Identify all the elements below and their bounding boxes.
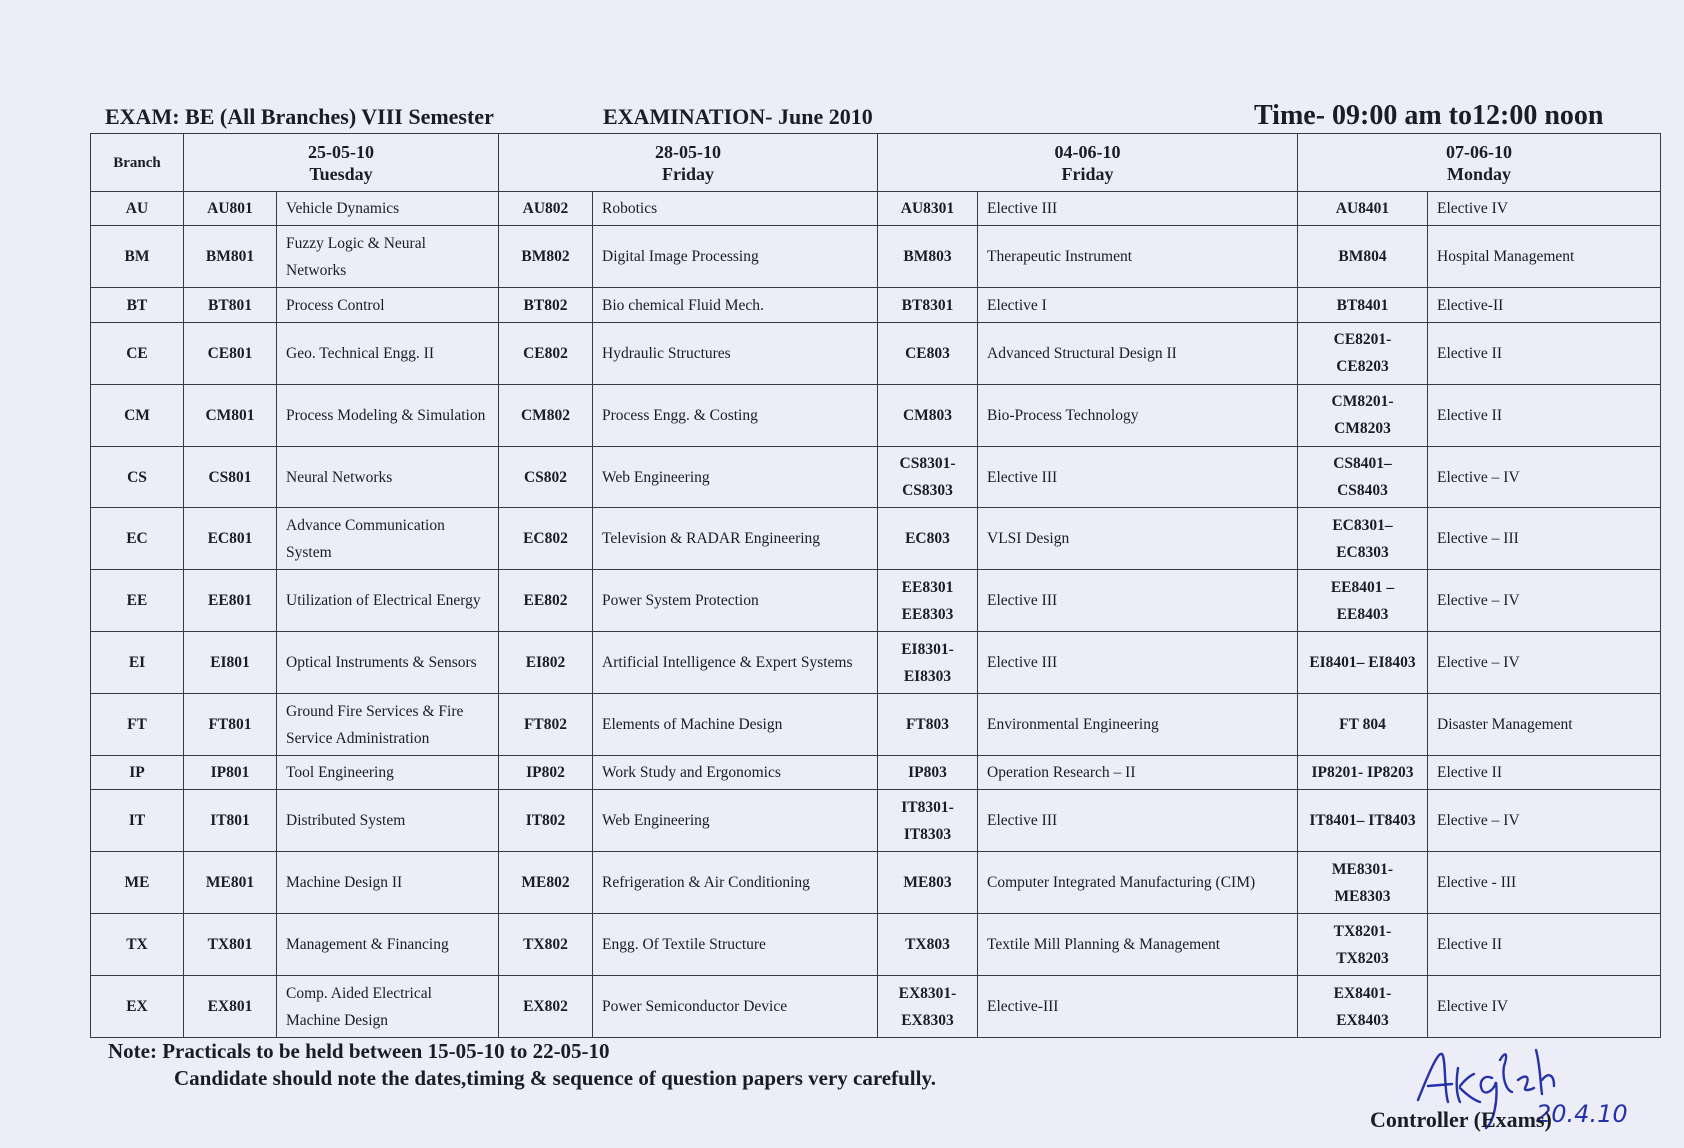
subject-cell: Comp. Aided Electrical Machine Design	[277, 976, 499, 1038]
paper-code-cell: BT8401	[1298, 288, 1428, 322]
day-header	[499, 134, 878, 192]
table-row	[91, 790, 1661, 852]
branch-cell: BT	[91, 288, 184, 322]
paper-code-cell: EX8401- EX8403	[1298, 976, 1428, 1038]
paper-code-cell: CS8401– CS8403	[1298, 446, 1428, 508]
paper-code-cell: CS801	[184, 446, 277, 508]
paper-code-cell: BT801	[184, 288, 277, 322]
subject-cell: Elective II	[1428, 322, 1661, 384]
branch-cell: AU	[91, 192, 184, 226]
paper-code-cell: IT8301- IT8303	[878, 790, 978, 852]
paper-code-cell: BM802	[499, 226, 593, 288]
paper-code-cell: FT802	[499, 694, 593, 756]
paper-code-cell: ME802	[499, 852, 593, 914]
paper-code-cell: CM802	[499, 384, 593, 446]
subject-cell: Power Semiconductor Device	[593, 976, 878, 1038]
paper-code-cell: EX802	[499, 976, 593, 1038]
subject-cell: Television & RADAR Engineering	[593, 508, 878, 570]
paper-code-cell: BM804	[1298, 226, 1428, 288]
branch-cell: BM	[91, 226, 184, 288]
paper-code-cell: FT 804	[1298, 694, 1428, 756]
controller-title: Controller (Exams)	[1370, 1107, 1552, 1132]
paper-code-cell: CS802	[499, 446, 593, 508]
subject-cell: Distributed System	[277, 790, 499, 852]
branch-cell: IP	[91, 755, 184, 789]
paper-code-cell: CM801	[184, 384, 277, 446]
exam-title: EXAM: BE (All Branches) VIII Semester	[105, 104, 494, 129]
subject-cell: Neural Networks	[277, 446, 499, 508]
subject-cell: Process Modeling & Simulation	[277, 384, 499, 446]
table-row	[91, 322, 1661, 384]
subject-cell: Utilization of Electrical Energy	[277, 570, 499, 632]
signature-date: 20.4.10	[1536, 1100, 1628, 1128]
paper-code-cell: EX801	[184, 976, 277, 1038]
paper-code-cell: EI802	[499, 632, 593, 694]
subject-cell: Elective – IV	[1428, 570, 1661, 632]
paper-code-cell: EI801	[184, 632, 277, 694]
subject-cell: Power System Protection	[593, 570, 878, 632]
subject-cell: Disaster Management	[1428, 694, 1661, 756]
day-date: 07-06-10	[1446, 141, 1512, 162]
branch-cell: EE	[91, 570, 184, 632]
subject-cell: Elective – IV	[1428, 446, 1661, 508]
paper-code-cell: ME803	[878, 852, 978, 914]
subject-cell: Elective – IV	[1428, 790, 1661, 852]
day-name: Friday	[1061, 163, 1114, 184]
subject-cell: Elements of Machine Design	[593, 694, 878, 756]
branch-cell: EI	[91, 632, 184, 694]
subject-cell: Robotics	[593, 192, 878, 226]
table-row	[91, 914, 1661, 976]
paper-code-cell: AU801	[184, 192, 277, 226]
subject-cell: Web Engineering	[593, 446, 878, 508]
branch-cell: CE	[91, 322, 184, 384]
subject-cell: Refrigeration & Air Conditioning	[593, 852, 878, 914]
branch-cell: EC	[91, 508, 184, 570]
subject-cell: Elective I	[978, 288, 1298, 322]
day-header	[184, 134, 499, 192]
subject-cell: Therapeutic Instrument	[978, 226, 1298, 288]
table-row	[91, 755, 1661, 789]
paper-code-cell: BM801	[184, 226, 277, 288]
subject-cell: Elective II	[1428, 755, 1661, 789]
paper-code-cell: BT802	[499, 288, 593, 322]
paper-code-cell: EE802	[499, 570, 593, 632]
paper-code-cell: EC801	[184, 508, 277, 570]
day-date: 04-06-10	[1054, 141, 1121, 162]
table-row	[91, 852, 1661, 914]
branch-column-header: Branch	[91, 134, 184, 192]
paper-code-cell: TX803	[878, 914, 978, 976]
paper-code-cell: TX8201- TX8203	[1298, 914, 1428, 976]
subject-cell: Elective III	[978, 570, 1298, 632]
subject-cell: Machine Design II	[277, 852, 499, 914]
subject-cell: Elective II	[1428, 384, 1661, 446]
branch-cell: FT	[91, 694, 184, 756]
paper-code-cell: ME801	[184, 852, 277, 914]
subject-cell: Elective II	[1428, 914, 1661, 976]
subject-cell: Artificial Intelligence & Expert Systems	[593, 632, 878, 694]
subject-cell: Computer Integrated Manufacturing (CIM)	[978, 852, 1298, 914]
subject-cell: Elective-II	[1428, 288, 1661, 322]
subject-cell: Bio chemical Fluid Mech.	[593, 288, 878, 322]
table-row	[91, 446, 1661, 508]
paper-code-cell: FT801	[184, 694, 277, 756]
paper-code-cell: IP801	[184, 755, 277, 789]
paper-code-cell: CM803	[878, 384, 978, 446]
subject-cell: Web Engineering	[593, 790, 878, 852]
subject-cell: Engg. Of Textile Structure	[593, 914, 878, 976]
paper-code-cell: TX801	[184, 914, 277, 976]
branch-cell: EX	[91, 976, 184, 1038]
table-row	[91, 570, 1661, 632]
subject-cell: Ground Fire Services & Fire Service Administration	[277, 694, 499, 756]
day-name: Tuesday	[309, 163, 373, 184]
subject-cell: Elective - III	[1428, 852, 1661, 914]
paper-code-cell: EE801	[184, 570, 277, 632]
paper-code-cell: EX8301- EX8303	[878, 976, 978, 1038]
paper-code-cell: CE802	[499, 322, 593, 384]
paper-code-cell: ME8301- ME8303	[1298, 852, 1428, 914]
subject-cell: Hospital Management	[1428, 226, 1661, 288]
subject-cell: Hydraulic Structures	[593, 322, 878, 384]
day-header	[878, 134, 1298, 192]
day-date: 25-05-10	[308, 141, 374, 162]
paper-code-cell: EC8301– EC8303	[1298, 508, 1428, 570]
paper-code-cell: EI8401– EI8403	[1298, 632, 1428, 694]
paper-code-cell: EI8301- EI8303	[878, 632, 978, 694]
paper-code-cell: IP8201- IP8203	[1298, 755, 1428, 789]
subject-cell: Elective – IV	[1428, 632, 1661, 694]
table-row	[91, 192, 1661, 226]
subject-cell: Digital Image Processing	[593, 226, 878, 288]
subject-cell: Operation Research – II	[978, 755, 1298, 789]
timetable	[90, 133, 1661, 1038]
branch-cell: CM	[91, 384, 184, 446]
paper-code-cell: BT8301	[878, 288, 978, 322]
subject-cell: Vehicle Dynamics	[277, 192, 499, 226]
note-practicals: Note: Practicals to be held between 15-05-10 to 22-05-10	[108, 1039, 610, 1063]
paper-code-cell: AU802	[499, 192, 593, 226]
subject-cell: Elective IV	[1428, 976, 1661, 1038]
paper-code-cell: AU8301	[878, 192, 978, 226]
table-row	[91, 288, 1661, 322]
subject-cell: Management & Financing	[277, 914, 499, 976]
subject-cell: Elective III	[978, 632, 1298, 694]
paper-code-cell: CE8201- CE8203	[1298, 322, 1428, 384]
branch-cell: ME	[91, 852, 184, 914]
paper-code-cell: CE801	[184, 322, 277, 384]
examination-month: EXAMINATION- June 2010	[603, 104, 873, 129]
paper-code-cell: FT803	[878, 694, 978, 756]
subject-cell: Environmental Engineering	[978, 694, 1298, 756]
subject-cell: Tool Engineering	[277, 755, 499, 789]
subject-cell: Textile Mill Planning & Management	[978, 914, 1298, 976]
paper-code-cell: TX802	[499, 914, 593, 976]
paper-code-cell: IT8401– IT8403	[1298, 790, 1428, 852]
branch-cell: CS	[91, 446, 184, 508]
subject-cell: VLSI Design	[978, 508, 1298, 570]
table-row	[91, 508, 1661, 570]
paper-code-cell: AU8401	[1298, 192, 1428, 226]
paper-code-cell: BM803	[878, 226, 978, 288]
day-date: 28-05-10	[655, 141, 721, 162]
subject-cell: Elective IV	[1428, 192, 1661, 226]
subject-cell: Elective III	[978, 790, 1298, 852]
subject-cell: Process Engg. & Costing	[593, 384, 878, 446]
exam-time: Time- 09:00 am to12:00 noon	[1254, 100, 1604, 131]
table-row	[91, 976, 1661, 1038]
subject-cell: Work Study and Ergonomics	[593, 755, 878, 789]
table-row	[91, 632, 1661, 694]
paper-code-cell: IT801	[184, 790, 277, 852]
subject-cell: Advanced Structural Design II	[978, 322, 1298, 384]
subject-cell: Bio-Process Technology	[978, 384, 1298, 446]
subject-cell: Geo. Technical Engg. II	[277, 322, 499, 384]
paper-code-cell: EE8301 EE8303	[878, 570, 978, 632]
branch-cell: IT	[91, 790, 184, 852]
table-row	[91, 384, 1661, 446]
paper-code-cell: EC802	[499, 508, 593, 570]
header-row	[91, 134, 1661, 192]
paper-code-cell: CM8201- CM8203	[1298, 384, 1428, 446]
note-instructions: Candidate should note the dates,timing & sequence of question papers very carefully.	[174, 1066, 937, 1090]
paper-code-cell: IP802	[499, 755, 593, 789]
subject-cell: Elective-III	[978, 976, 1298, 1038]
branch-cell: TX	[91, 914, 184, 976]
table-row	[91, 694, 1661, 756]
paper-code-cell: IP803	[878, 755, 978, 789]
paper-code-cell: EE8401 – EE8403	[1298, 570, 1428, 632]
subject-cell: Process Control	[277, 288, 499, 322]
subject-cell: Fuzzy Logic & Neural Networks	[277, 226, 499, 288]
paper-code-cell: IT802	[499, 790, 593, 852]
day-header	[1298, 134, 1661, 192]
paper-code-cell: CE803	[878, 322, 978, 384]
subject-cell: Optical Instruments & Sensors	[277, 632, 499, 694]
paper-code-cell: CS8301- CS8303	[878, 446, 978, 508]
subject-cell: Elective – III	[1428, 508, 1661, 570]
subject-cell: Elective III	[978, 192, 1298, 226]
subject-cell: Elective III	[978, 446, 1298, 508]
timetable-body	[91, 192, 1661, 1038]
day-name: Monday	[1446, 163, 1511, 184]
subject-cell: Advance Communication System	[277, 508, 499, 570]
table-row	[91, 226, 1661, 288]
paper-code-cell: EC803	[878, 508, 978, 570]
day-name: Friday	[662, 163, 714, 184]
